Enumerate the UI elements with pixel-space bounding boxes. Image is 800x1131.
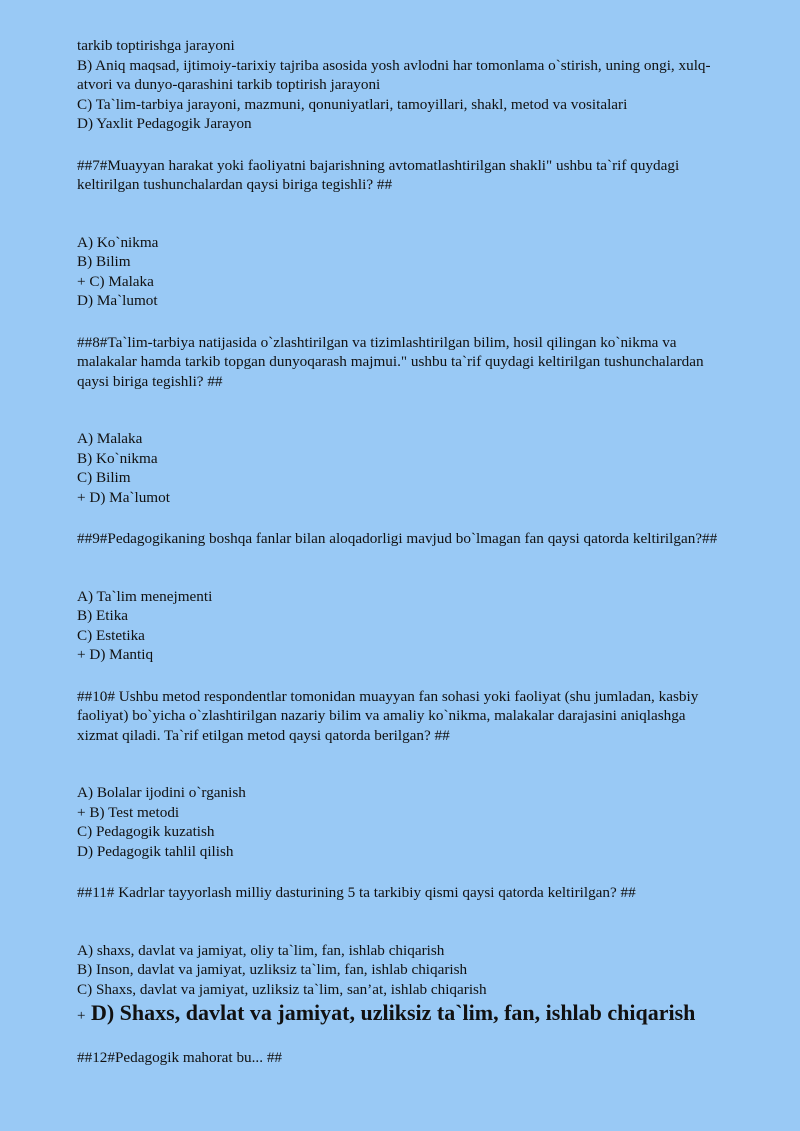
option-d: D) Ma`lumot	[77, 292, 158, 309]
question-text: faoliyat) bo`yicha o`zlashtirilgan nazariy bilim va amaliy ko`nikma, malakalar darajasini aniqlashga	[77, 707, 686, 724]
previous-question-continuation	[77, 36, 767, 134]
option-d-correct: + D) Ma`lumot	[77, 488, 170, 506]
option-b-continued: atvori va dunyo-qarashini tarkib toptirish jarayoni	[77, 76, 381, 93]
question-text: malakalar hamda tarkib topgan dunyoqarash majmui." ushbu ta`rif quydagi keltirilgan tushunchalardan	[77, 353, 704, 370]
option-d-text: D) Shaxs, davlat va jamiyat, uzliksiz ta`lim, fan, ishlab chiqarish	[90, 1000, 696, 1025]
question-8	[77, 333, 767, 508]
option-d: D) Yaxlit Pedagogik Jarayon	[77, 115, 252, 132]
option-b-correct: + B) Test metodi	[77, 803, 180, 821]
option-a: A) Malaka	[77, 430, 143, 447]
option-c-correct: + C) Malaka	[77, 272, 154, 290]
document-page	[77, 36, 767, 1068]
question-text: ##9#Pedagogikaning boshqa fanlar bilan aloqadorligi mavjud bo`lmagan fan qaysi qatorda keltirilgan?##	[77, 530, 718, 547]
question-text: qaysi biriga tegishli? ##	[77, 372, 223, 390]
question-7	[77, 156, 767, 311]
option-d-correct	[77, 999, 767, 1030]
question-text: keltirilgan tushunchalardan qaysi biriga tegishli? ##	[77, 176, 393, 193]
option-a: A) Ko`nikma	[77, 233, 159, 251]
option-b: B) Ko`nikma	[77, 449, 158, 467]
option-d: D) Pedagogik tahlil qilish	[77, 842, 234, 860]
option-b: B) Bilim	[77, 253, 131, 270]
question-10	[77, 687, 767, 862]
question-text: ##7#Muayyan harakat yoki faoliyatni bajarishning avtomatlashtirilgan shakli" ushbu ta`rif quydagi	[77, 156, 680, 174]
question-text: xizmat qiladi. Ta`rif etilgan metod qaysi qatorda berilgan? ##	[77, 726, 450, 744]
option-a: A) Bolalar ijodini o`rganish	[77, 784, 246, 801]
option-b: B) Etika	[77, 607, 129, 624]
continuation-line: tarkib toptirishga jarayoni	[77, 37, 235, 54]
question-9	[77, 529, 767, 665]
option-a: A) Ta`lim menejmenti	[77, 587, 213, 605]
option-c: C) Ta`lim-tarbiya jarayoni, mazmuni, qonuniyatlari, tamoyillari, shakl, metod va vositalari	[77, 95, 628, 113]
question-text: ##12#Pedagogik mahorat bu... ##	[77, 1049, 283, 1066]
option-b: B) Inson, davlat va jamiyat, uzliksiz ta`lim, fan, ishlab chiqarish	[77, 961, 468, 978]
option-c: C) Bilim	[77, 469, 131, 486]
question-11	[77, 883, 767, 1030]
question-text: ##10# Ushbu metod respondentlar tomonidan muayyan fan sohasi yoki faoliyat (shu jumladan, kasbiy	[77, 687, 699, 705]
correct-marker: +	[77, 1008, 86, 1024]
question-text: ##11# Kadrlar tayyorlash milliy dasturining 5 ta tarkibiy qismi qaysi qatorda keltirilgan? ##	[77, 884, 636, 901]
option-a: A) shaxs, davlat va jamiyat, oliy ta`lim, fan, ishlab chiqarish	[77, 941, 445, 959]
option-c: C) Shaxs, davlat va jamiyat, uzliksiz ta`lim, san’at, ishlab chiqarish	[77, 980, 487, 998]
option-c: C) Pedagogik kuzatish	[77, 823, 215, 840]
option-c: C) Estetika	[77, 626, 145, 644]
option-d-correct: + D) Mantiq	[77, 646, 154, 663]
question-12	[77, 1048, 767, 1068]
question-text: ##8#Ta`lim-tarbiya natijasida o`zlashtirilgan va tizimlashtirilgan bilim, hosil qilingan ko`nikma va	[77, 333, 677, 351]
option-b: B) Aniq maqsad, ijtimoiy-tarixiy tajriba asosida yosh avlodni har tomonlama o`stirish, uning ongi, xulq-	[77, 56, 711, 74]
